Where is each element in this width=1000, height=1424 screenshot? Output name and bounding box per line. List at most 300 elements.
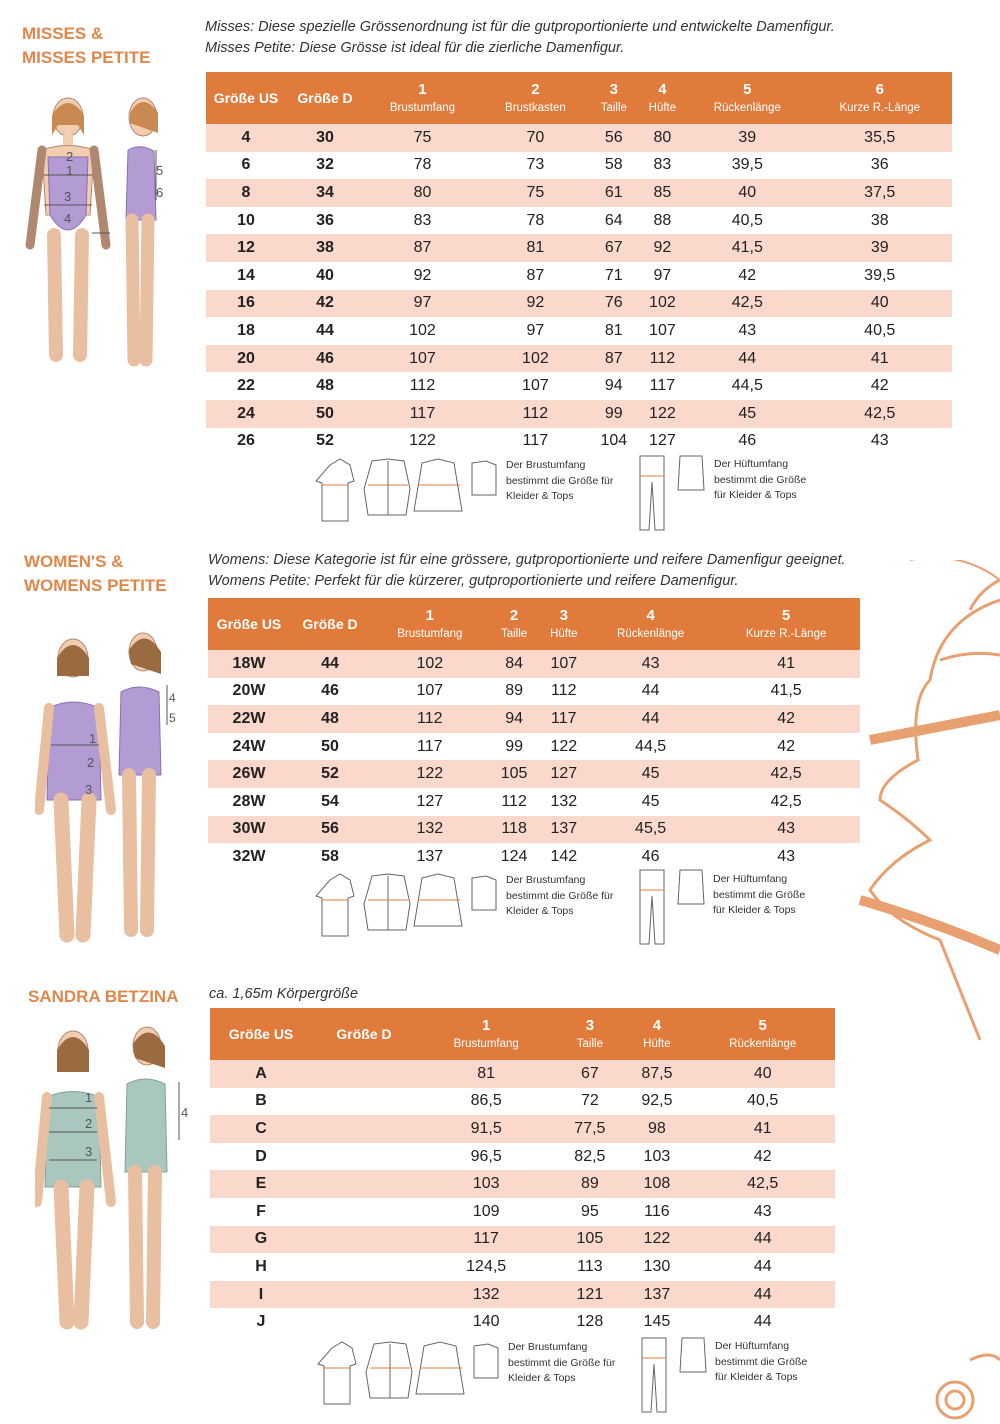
skirt-icon	[678, 870, 704, 904]
measurement-cell: 76	[590, 290, 638, 318]
sandra-mark-2: 2	[85, 1116, 93, 1131]
vest-icon	[472, 461, 496, 495]
measurement-cell: 43	[712, 843, 860, 871]
womens-title-line1: WOMEN'S &	[24, 552, 124, 571]
table-row	[206, 400, 952, 428]
misses-mark-5: 5	[156, 163, 164, 178]
size-d-cell: 50	[290, 733, 370, 761]
measurement-cell: 127	[539, 760, 589, 788]
measurement-cell: 87,5	[623, 1060, 690, 1088]
dress-icon	[316, 874, 354, 936]
measurement-cell: 40	[807, 290, 952, 318]
size-d-cell: 48	[290, 705, 370, 733]
table-row	[206, 179, 952, 207]
sandra-desc-line1: ca. 1,65m Körpergröße	[209, 986, 359, 1002]
measurement-cell: 42,5	[687, 290, 807, 318]
measurement-cell: 61	[590, 179, 638, 207]
measurement-cell: 56	[590, 124, 638, 152]
measurement-cell: 81	[416, 1060, 556, 1088]
sandra-mark-3: 3	[85, 1144, 93, 1159]
size-us-cell: 4	[206, 124, 286, 152]
size-us-cell: F	[210, 1198, 312, 1226]
measurement-cell: 94	[590, 372, 638, 400]
measurement-cell: 35,5	[807, 124, 952, 152]
measurement-cell: 41	[690, 1115, 835, 1143]
size-d-cell: 30	[286, 124, 364, 152]
measurement-cell: 92	[638, 234, 687, 262]
size-d-cell: 52	[290, 760, 370, 788]
measurement-cell: 46	[589, 843, 712, 871]
table-header-row	[206, 72, 952, 124]
size-d-cell: 56	[290, 816, 370, 844]
blouse-icon	[366, 1342, 412, 1398]
measurement-cell: 102	[370, 650, 490, 678]
col-header: 1 Brustumfang	[416, 1008, 556, 1060]
col-header: 3 Taille	[590, 72, 638, 124]
measurement-cell: 73	[481, 152, 590, 180]
measurement-cell: 122	[370, 760, 490, 788]
womens-title-line2: WOMENS PETITE	[24, 576, 167, 595]
measurement-cell: 44,5	[589, 733, 712, 761]
misses-hip-note: Der Hüftumfang bestimmt die Größe für Kleider & Tops	[714, 458, 807, 501]
measurement-cell: 117	[638, 372, 687, 400]
table-row	[206, 152, 952, 180]
measurement-cell: 58	[590, 152, 638, 180]
table-row	[210, 1281, 835, 1309]
table-row	[206, 428, 952, 456]
measurement-cell: 88	[638, 207, 687, 235]
sandra-garment-icons-tops	[312, 1338, 512, 1418]
misses-side-figure	[126, 98, 158, 360]
table-row	[210, 1088, 835, 1116]
measurement-cell: 42	[807, 372, 952, 400]
misses-garment-icons-bottoms	[630, 452, 710, 534]
misses-title-line2: MISSES PETITE	[22, 48, 151, 67]
size-us-cell: 12	[206, 234, 286, 262]
size-us-cell: 24W	[208, 733, 290, 761]
size-d-cell	[312, 1198, 416, 1226]
measurement-cell: 67	[556, 1060, 623, 1088]
measurement-cell: 127	[370, 788, 490, 816]
measurement-cell: 40	[687, 179, 807, 207]
measurement-cell: 77,5	[556, 1115, 623, 1143]
measurement-cell: 46	[687, 428, 807, 456]
measurement-cell: 113	[556, 1253, 623, 1281]
misses-mark-4: 4	[64, 211, 72, 226]
womens-mark-1: 1	[89, 731, 97, 746]
sandra-size-table	[210, 1008, 835, 1336]
col-header: 1 Brustumfang	[364, 72, 481, 124]
measurement-cell: 118	[490, 816, 539, 844]
measurement-cell: 40	[690, 1060, 835, 1088]
womens-garment-icons-bottoms	[630, 866, 710, 948]
table-row	[210, 1226, 835, 1254]
measurement-cell: 112	[539, 678, 589, 706]
table-row	[210, 1253, 835, 1281]
measurement-cell: 41,5	[687, 234, 807, 262]
measurement-cell: 97	[481, 317, 590, 345]
misses-mark-1: 1	[66, 163, 74, 178]
measurement-cell: 43	[690, 1198, 835, 1226]
measurement-cell: 72	[556, 1088, 623, 1116]
measurement-cell: 75	[481, 179, 590, 207]
blouse-icon	[364, 459, 410, 515]
measurement-cell: 78	[364, 152, 481, 180]
table-row	[206, 234, 952, 262]
vest-icon	[472, 876, 496, 910]
size-d-cell: 52	[286, 428, 364, 456]
measurement-cell: 82,5	[556, 1143, 623, 1171]
measurement-cell: 43	[589, 650, 712, 678]
measurement-cell: 137	[623, 1281, 690, 1309]
size-us-cell: A	[210, 1060, 312, 1088]
womens-hip-note: Der Hüftumfang bestimmt die Größe für Kleider & Tops	[713, 873, 806, 916]
measurement-cell: 89	[490, 678, 539, 706]
measurement-cell: 99	[490, 733, 539, 761]
size-d-cell	[312, 1088, 416, 1116]
womens-figure-illustration	[35, 630, 195, 955]
measurement-cell: 83	[364, 207, 481, 235]
skirt-icon	[680, 1338, 706, 1372]
measurement-cell: 137	[370, 843, 490, 871]
size-us-cell: 20W	[208, 678, 290, 706]
measurement-cell: 117	[539, 705, 589, 733]
measurement-cell: 44	[690, 1253, 835, 1281]
table-row	[208, 788, 860, 816]
col-header: Größe D	[290, 598, 370, 650]
table-row	[210, 1170, 835, 1198]
measurement-cell: 40,5	[807, 317, 952, 345]
size-d-cell	[312, 1115, 416, 1143]
measurement-cell: 105	[490, 760, 539, 788]
misses-mark-6: 6	[156, 185, 164, 200]
sandra-hip-note: Der Hüftumfang bestimmt die Größe für Kleider & Tops	[715, 1340, 808, 1383]
measurement-cell: 44	[690, 1281, 835, 1309]
size-d-cell: 38	[286, 234, 364, 262]
size-us-cell: G	[210, 1226, 312, 1254]
measurement-cell: 81	[481, 234, 590, 262]
measurement-cell: 40,5	[690, 1088, 835, 1116]
womens-mark-3: 3	[85, 782, 93, 797]
size-us-cell: 18	[206, 317, 286, 345]
measurement-cell: 103	[416, 1170, 556, 1198]
table-row	[208, 843, 860, 871]
measurement-cell: 64	[590, 207, 638, 235]
measurement-cell: 41	[712, 650, 860, 678]
table-row	[206, 262, 952, 290]
table-row	[206, 207, 952, 235]
size-d-cell: 50	[286, 400, 364, 428]
measurement-cell: 39	[807, 234, 952, 262]
measurement-cell: 97	[364, 290, 481, 318]
col-header: 2 Taille	[490, 598, 539, 650]
measurement-cell: 42	[712, 733, 860, 761]
size-d-cell: 44	[286, 317, 364, 345]
measurement-cell: 42	[690, 1143, 835, 1171]
measurement-cell: 80	[364, 179, 481, 207]
measurement-cell: 127	[638, 428, 687, 456]
blouse-icon	[364, 874, 410, 930]
measurement-cell: 122	[638, 400, 687, 428]
womens-bust-note: Der Brustumfang bestimmt die Größe für Kleider & Tops	[506, 874, 614, 917]
size-d-cell: 34	[286, 179, 364, 207]
measurement-cell: 97	[638, 262, 687, 290]
size-us-cell: 30W	[208, 816, 290, 844]
measurement-cell: 42	[687, 262, 807, 290]
measurement-cell: 41,5	[712, 678, 860, 706]
col-header: 2 Brustkasten	[481, 72, 590, 124]
measurement-cell: 142	[539, 843, 589, 871]
measurement-cell: 87	[481, 262, 590, 290]
col-header: 5 Kurze R.-Länge	[712, 598, 860, 650]
misses-desc-line2: Misses Petite: Diese Grösse ist ideal für die zierliche Damenfigur.	[205, 40, 625, 56]
measurement-cell: 96,5	[416, 1143, 556, 1171]
measurement-cell: 103	[623, 1143, 690, 1171]
womens-mark-5: 5	[169, 711, 176, 725]
measurement-cell: 42,5	[807, 400, 952, 428]
size-d-cell: 40	[286, 262, 364, 290]
dress-icon	[316, 459, 354, 521]
size-us-cell: 28W	[208, 788, 290, 816]
measurement-cell: 78	[481, 207, 590, 235]
col-header: 4 Hüfte	[623, 1008, 690, 1060]
col-header: 3 Taille	[556, 1008, 623, 1060]
measurement-cell: 104	[590, 428, 638, 456]
table-row	[210, 1198, 835, 1226]
measurement-cell: 44	[690, 1308, 835, 1336]
measurement-cell: 121	[556, 1281, 623, 1309]
size-d-cell: 46	[290, 678, 370, 706]
measurement-cell: 102	[638, 290, 687, 318]
measurement-cell: 42,5	[712, 760, 860, 788]
measurement-cell: 92,5	[623, 1088, 690, 1116]
size-us-cell: 26W	[208, 760, 290, 788]
size-d-cell	[312, 1308, 416, 1336]
measurement-cell: 137	[539, 816, 589, 844]
measurement-cell: 41	[807, 345, 952, 373]
measurement-cell: 102	[481, 345, 590, 373]
size-us-cell: 24	[206, 400, 286, 428]
sandra-figure-illustration	[35, 1022, 195, 1337]
size-us-cell: 14	[206, 262, 286, 290]
table-row	[208, 705, 860, 733]
measurement-cell: 107	[370, 678, 490, 706]
measurement-cell: 37,5	[807, 179, 952, 207]
col-header: 1 Brustumfang	[370, 598, 490, 650]
size-d-cell: 54	[290, 788, 370, 816]
table-row	[208, 760, 860, 788]
measurement-cell: 44,5	[687, 372, 807, 400]
table-row	[206, 124, 952, 152]
size-us-cell: 22W	[208, 705, 290, 733]
measurement-cell: 112	[364, 372, 481, 400]
measurement-cell: 94	[490, 705, 539, 733]
table-row	[208, 733, 860, 761]
dress-form-illustration	[820, 560, 1000, 1120]
womens-front-figure	[39, 639, 111, 935]
measurement-cell: 117	[481, 428, 590, 456]
size-d-cell: 36	[286, 207, 364, 235]
decorative-swirl-icon	[910, 1330, 1000, 1424]
misses-mark-3: 3	[64, 189, 72, 204]
table-row	[206, 290, 952, 318]
womens-desc-line2: Womens Petite: Perfekt für die kürzerer, gutproportionierte und reifere Damenfigur.	[208, 573, 739, 589]
measurement-cell: 36	[807, 152, 952, 180]
measurement-cell: 107	[364, 345, 481, 373]
measurement-cell: 85	[638, 179, 687, 207]
sandra-mark-4: 4	[181, 1105, 189, 1120]
measurement-cell: 43	[807, 428, 952, 456]
col-header: 4 Rückenlänge	[589, 598, 712, 650]
sandra-side-figure	[125, 1027, 179, 1322]
measurement-cell: 124	[490, 843, 539, 871]
measurement-cell: 122	[364, 428, 481, 456]
misses-desc-line1: Misses: Diese spezielle Grössenordnung ist für die gutproportionierte und entwickelte Damenfigur.	[205, 19, 835, 35]
size-us-cell: 26	[206, 428, 286, 456]
measurement-cell: 89	[556, 1170, 623, 1198]
col-header: Größe US	[206, 72, 286, 124]
table-row	[208, 678, 860, 706]
misses-garment-icons-tops	[310, 455, 510, 535]
measurement-cell: 128	[556, 1308, 623, 1336]
measurement-cell: 81	[590, 317, 638, 345]
measurement-cell: 75	[364, 124, 481, 152]
measurement-cell: 40,5	[687, 207, 807, 235]
measurement-cell: 92	[364, 262, 481, 290]
measurement-cell: 112	[638, 345, 687, 373]
measurement-cell: 99	[590, 400, 638, 428]
measurement-cell: 107	[539, 650, 589, 678]
dress-icon	[318, 1342, 356, 1404]
table-header-row	[208, 598, 860, 650]
table-row	[208, 650, 860, 678]
sandra-bust-note: Der Brustumfang bestimmt die Größe für Kleider & Tops	[508, 1341, 616, 1384]
measurement-cell: 102	[364, 317, 481, 345]
measurement-cell: 145	[623, 1308, 690, 1336]
size-d-cell: 32	[286, 152, 364, 180]
table-row	[210, 1115, 835, 1143]
col-header: Größe US	[210, 1008, 312, 1060]
measurement-cell: 44	[589, 705, 712, 733]
measurement-cell: 67	[590, 234, 638, 262]
womens-size-table	[208, 598, 860, 871]
size-us-cell: J	[210, 1308, 312, 1336]
table-header-row	[210, 1008, 835, 1060]
sandra-description	[209, 984, 358, 1005]
size-us-cell: H	[210, 1253, 312, 1281]
pants-icon	[642, 1338, 666, 1412]
measurement-cell: 132	[539, 788, 589, 816]
sandra-garment-icons-bottoms	[632, 1334, 712, 1416]
size-us-cell: I	[210, 1281, 312, 1309]
measurement-cell: 42,5	[712, 788, 860, 816]
measurement-cell: 107	[481, 372, 590, 400]
misses-mark-2: 2	[66, 149, 74, 164]
col-header: Größe D	[286, 72, 364, 124]
size-us-cell: 16	[206, 290, 286, 318]
measurement-cell: 109	[416, 1198, 556, 1226]
measurement-cell: 45,5	[589, 816, 712, 844]
measurement-cell: 43	[687, 317, 807, 345]
size-d-cell	[312, 1253, 416, 1281]
pants-icon	[640, 870, 664, 944]
size-us-cell: 32W	[208, 843, 290, 871]
measurement-cell: 87	[364, 234, 481, 262]
misses-description	[205, 17, 835, 59]
table-row	[210, 1060, 835, 1088]
measurement-cell: 44	[589, 678, 712, 706]
misses-size-table	[206, 72, 952, 455]
size-d-cell: 48	[286, 372, 364, 400]
measurement-cell: 112	[481, 400, 590, 428]
measurement-cell: 108	[623, 1170, 690, 1198]
womens-section-title	[24, 550, 167, 598]
sandra-title-line1: SANDRA BETZINA	[28, 987, 179, 1006]
measurement-cell: 117	[416, 1226, 556, 1254]
size-us-cell: 22	[206, 372, 286, 400]
size-us-cell: 10	[206, 207, 286, 235]
size-d-cell: 44	[290, 650, 370, 678]
col-header: Größe US	[208, 598, 290, 650]
measurement-cell: 117	[370, 733, 490, 761]
measurement-cell: 42,5	[690, 1170, 835, 1198]
col-header: 5 Rückenlänge	[687, 72, 807, 124]
measurement-cell: 80	[638, 124, 687, 152]
skirt-icon	[678, 456, 704, 490]
measurement-cell: 140	[416, 1308, 556, 1336]
measurement-cell: 45	[589, 760, 712, 788]
vest-icon	[474, 1344, 498, 1378]
measurement-cell: 130	[623, 1253, 690, 1281]
measurement-cell: 112	[370, 705, 490, 733]
size-d-cell: 42	[286, 290, 364, 318]
size-us-cell: E	[210, 1170, 312, 1198]
womens-mark-4: 4	[169, 691, 176, 705]
measurement-cell: 42	[712, 705, 860, 733]
womens-desc-line1: Womens: Diese Kategorie ist für eine grössere, gutproportionierte und reifere Damenfigur geeignet.	[208, 552, 846, 568]
table-row	[208, 816, 860, 844]
measurement-cell: 117	[364, 400, 481, 428]
size-us-cell: 18W	[208, 650, 290, 678]
measurement-cell: 95	[556, 1198, 623, 1226]
table-row	[210, 1308, 835, 1336]
measurement-cell: 124,5	[416, 1253, 556, 1281]
table-row	[210, 1143, 835, 1171]
measurement-cell: 107	[638, 317, 687, 345]
sandra-front-figure	[37, 1031, 111, 1322]
measurement-cell: 91,5	[416, 1115, 556, 1143]
size-us-cell: B	[210, 1088, 312, 1116]
size-d-cell	[312, 1143, 416, 1171]
measurement-cell: 43	[712, 816, 860, 844]
measurement-cell: 132	[416, 1281, 556, 1309]
misses-title-line1: MISSES &	[22, 24, 104, 43]
pants-icon	[640, 456, 664, 530]
measurement-cell: 44	[690, 1226, 835, 1254]
measurement-cell: 112	[490, 788, 539, 816]
size-d-cell	[312, 1281, 416, 1309]
size-us-cell: D	[210, 1143, 312, 1171]
womens-side-figure	[119, 633, 167, 930]
misses-section-title	[22, 22, 150, 70]
size-d-cell: 46	[286, 345, 364, 373]
measurement-cell: 86,5	[416, 1088, 556, 1116]
womens-garment-icons-tops	[310, 870, 510, 950]
womens-description	[208, 550, 846, 592]
size-us-cell: 20	[206, 345, 286, 373]
size-d-cell	[312, 1060, 416, 1088]
table-row	[206, 372, 952, 400]
